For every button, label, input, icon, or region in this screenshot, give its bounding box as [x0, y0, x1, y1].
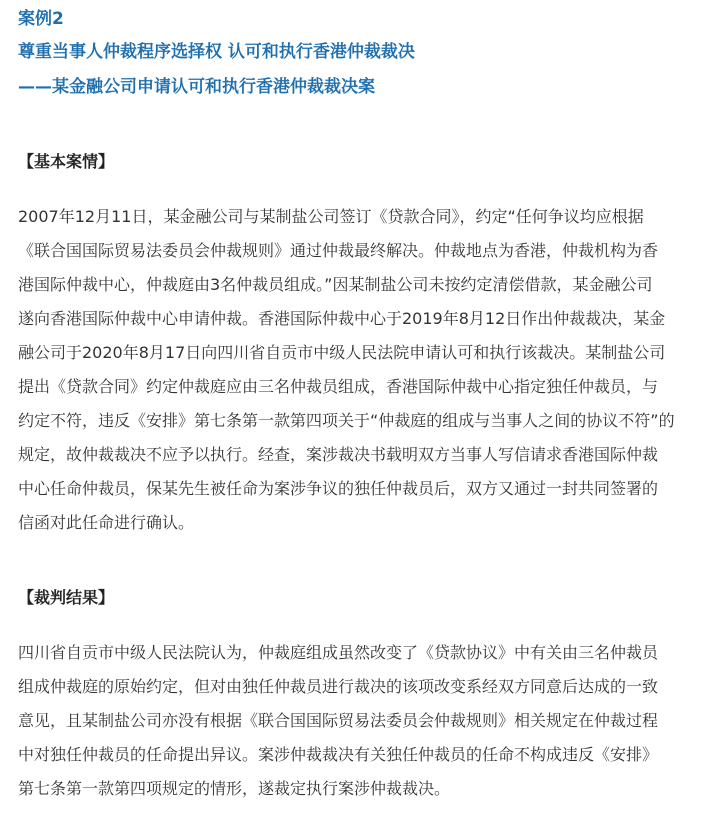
paragraph-line: 港国际仲裁中心，仲裁庭由3名仲裁员组成。”因某制盐公司未按约定清偿借款，某金融公司 [18, 275, 653, 294]
paragraph-line: 组成仲裁庭的原始约定，但对由独任仲裁员进行裁决的该项改变系经双方同意后达成的一致 [18, 677, 659, 696]
basic-facts-paragraph [18, 200, 694, 540]
paragraph-line: 提出《贷款合同》约定仲裁庭应由三名仲裁员组成，香港国际仲裁中心指定独任仲裁员，与 [18, 377, 659, 396]
judgment-result-paragraph [18, 636, 694, 806]
paragraph-line: 《联合国国际贸易法委员会仲裁规则》通过仲裁最终解决。仲裁地点为香港，仲裁机构为香 [18, 241, 659, 260]
paragraph-line: 约定不符，违反《安排》第七条第一款第四项关于“仲裁庭的组成与当事人之间的协议不符”的 [18, 411, 675, 430]
case-subtitle: ——某金融公司申请认可和执行香港仲裁裁决案 [18, 77, 375, 97]
section-heading-judgment-result: 【裁判结果】 [18, 588, 115, 607]
paragraph-line: 融公司于2020年8月17日向四川省自贡市中级人民法院申请认可和执行该裁决。某制盐公司 [18, 343, 666, 362]
section-heading-basic-facts: 【基本案情】 [18, 152, 115, 171]
paragraph-line: 中心任命仲裁员，保某先生被任命为案涉争议的独任仲裁员后，双方又通过一封共同签署的 [18, 479, 659, 498]
article [18, 0, 694, 806]
case-label: 案例2 [18, 9, 64, 29]
case-title: 尊重当事人仲裁程序选择权 认可和执行香港仲裁裁决 [18, 42, 415, 62]
paragraph-line: 四川省自贡市中级人民法院认为，仲裁庭组成虽然改变了《贷款协议》中有关由三名仲裁员 [18, 643, 659, 662]
paragraph-line: 意见，且某制盐公司亦没有根据《联合国国际贸易法委员会仲裁规则》相关规定在仲裁过程 [18, 711, 659, 730]
paragraph-line: 规定，故仲裁裁决不应予以执行。经查，案涉裁决书载明双方当事人写信请求香港国际仲裁 [18, 445, 659, 464]
paragraph-line: 信函对此任命进行确认。 [18, 513, 195, 532]
paragraph-line: 第七条第一款第四项规定的情形，遂裁定执行案涉仲裁裁决。 [18, 779, 451, 798]
paragraph-line: 中对独任仲裁员的任命提出异议。案涉仲裁裁决有关独任仲裁员的任命不构成违反《安排》 [18, 745, 659, 764]
paragraph-line: 2007年12月11日，某金融公司与某制盐公司签订《贷款合同》，约定“任何争议均应根据 [18, 207, 644, 226]
paragraph-line: 遂向香港国际仲裁中心申请仲裁。香港国际仲裁中心于2019年8月12日作出仲裁裁决，某金 [18, 309, 666, 328]
